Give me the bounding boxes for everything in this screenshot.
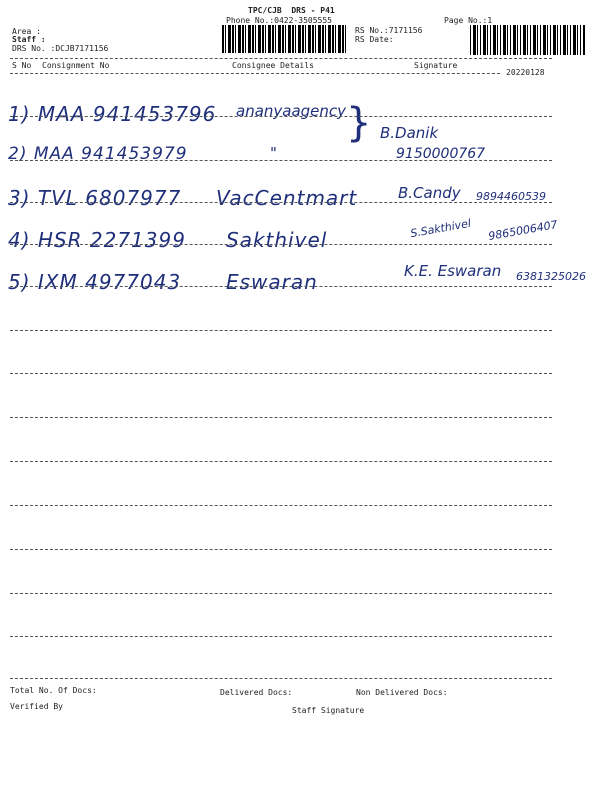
entry-phone: 9150000767 (396, 146, 486, 162)
column-sno: S No (12, 61, 32, 70)
report-title: TPC/CJB DRS - P41 (248, 6, 335, 15)
brace-mark: } (346, 100, 372, 146)
row-line (10, 286, 552, 287)
entry-consignment: 1) MAA 941453796 (8, 102, 217, 126)
staff-signature-label: Staff Signature (292, 706, 365, 715)
entry-consignee: Sakthivel (226, 228, 328, 252)
delivered-docs-label: Delivered Docs: (220, 688, 293, 697)
entry-consignment: 5) IXM 4977043 (8, 270, 182, 294)
rs-date: RS Date: (355, 35, 394, 44)
entry-signature: B.Danik (380, 124, 439, 142)
rs-number: RS No.:7171156 (355, 26, 423, 35)
row-line (10, 116, 552, 117)
row-line (10, 593, 552, 594)
row-line (10, 636, 552, 637)
entry-consignment: 2) MAA 941453979 (8, 144, 188, 164)
column-consignment: Consignment No (42, 61, 110, 70)
row-line (10, 244, 552, 245)
row-line (10, 461, 552, 462)
row-line (10, 373, 552, 374)
entry-signature: K.E. Eswaran (404, 262, 502, 280)
entry-consignee: ananyaagency (236, 102, 347, 120)
column-signature: Signature (414, 61, 458, 70)
entry-phone: 9865006407 (487, 218, 559, 243)
non-delivered-docs-label: Non Delivered Docs: (356, 688, 448, 697)
staff-label: Staff : (12, 35, 46, 44)
row-line (10, 549, 552, 550)
row-line (10, 678, 552, 679)
row-line (10, 417, 552, 418)
drs-number: DRS No. :DCJB7171156 (12, 44, 109, 53)
total-docs-label: Total No. Of Docs: (10, 686, 97, 695)
barcode-image (222, 25, 348, 53)
column-divider (10, 73, 500, 74)
entry-consignment: 3) TVL 6807977 (8, 186, 182, 210)
date-stamp: 20220128 (506, 68, 545, 77)
page-number: Page No.:1 (444, 16, 493, 25)
barcode-image (470, 25, 585, 55)
row-line (10, 505, 552, 506)
area-label: Area : (12, 27, 41, 36)
entry-consignee: " (270, 144, 277, 162)
entry-signature: S.Sakthivel (409, 216, 472, 241)
header-divider (10, 58, 552, 59)
phone-number: Phone No.:0422-3505555 (226, 16, 332, 25)
column-consignee: Consignee Details (232, 61, 314, 70)
row-line (10, 330, 552, 331)
entry-consignment: 4) HSR 2271399 (8, 228, 186, 252)
entry-phone: 6381325026 (516, 270, 586, 283)
entry-signature: B.Candy (398, 184, 461, 202)
entry-consignee: VacCentmart (216, 186, 358, 210)
entry-phone: 9894460539 (476, 190, 546, 203)
row-line (10, 160, 552, 161)
row-line (10, 202, 552, 203)
verified-by-label: Verified By (10, 702, 63, 711)
entry-consignee: Eswaran (226, 270, 318, 294)
